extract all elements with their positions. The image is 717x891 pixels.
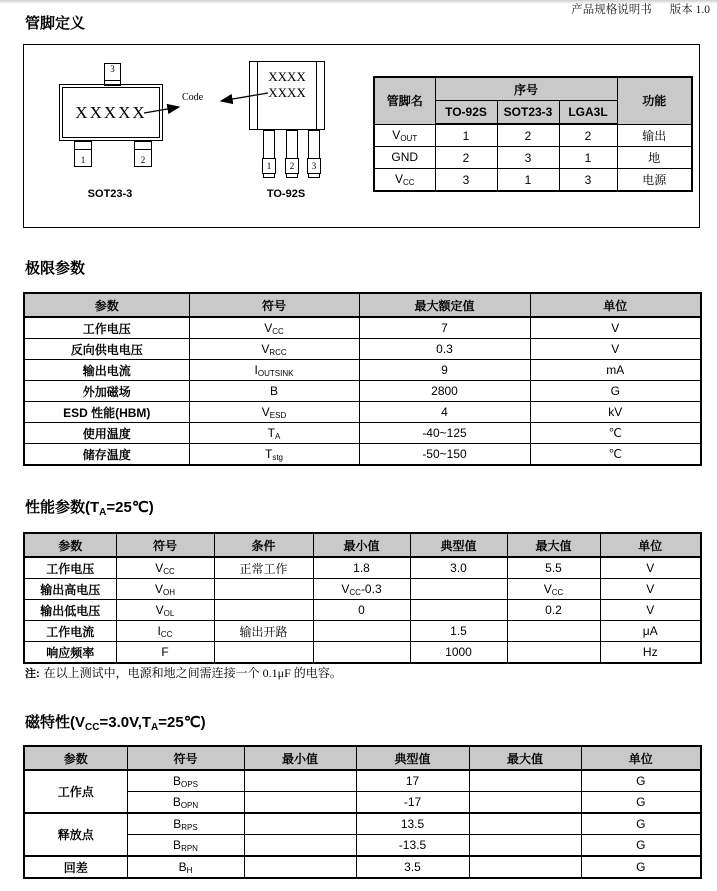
typ-cell: 13.5 [356, 813, 469, 835]
symbol-cell: $B_{RPN}$ [127, 835, 244, 857]
mag-row [24, 856, 701, 878]
pin-symbol-cell: $V_{OUT}$ [374, 124, 435, 147]
typ-cell: -13.5 [356, 835, 469, 857]
typ-cell: -17 [356, 792, 469, 814]
pin-number-cell: 1 [497, 169, 559, 192]
pin-number-cell: 2 [435, 147, 497, 169]
to92s-pin1-number: 1 [262, 158, 276, 174]
magnetic-table [23, 745, 702, 879]
param-cell: 外加磁场 [24, 381, 189, 402]
limits-row [24, 444, 701, 466]
symbol-cell: $B_{RPS}$ [127, 813, 244, 835]
max-rating-cell: -50~150 [359, 444, 530, 466]
mag-header-max: 最大值 [469, 746, 581, 770]
min-cell [313, 642, 410, 664]
param-cell: 输出低电压 [24, 600, 116, 621]
symbol-cell: $B_{OPS}$ [127, 770, 244, 792]
max-rating-cell: 2800 [359, 381, 530, 402]
mag-header-min: 最小值 [244, 746, 356, 770]
to92s-package-drawing [249, 61, 325, 130]
test-note [25, 664, 342, 681]
param-cell: 使用温度 [24, 423, 189, 444]
limits-row [24, 360, 701, 381]
unit-cell: kV [530, 402, 701, 423]
max-cell: $V_{CC}$ [507, 579, 600, 600]
max-cell [469, 835, 581, 857]
limits-header-max: 最大额定值 [359, 293, 530, 317]
limits-row [24, 339, 701, 360]
pin-table-header-function: 功能 [617, 77, 692, 124]
pin-table-header-index: 序号 [435, 77, 617, 101]
min-cell: 0 [313, 600, 410, 621]
perf-row [24, 557, 701, 579]
performance-table [23, 532, 702, 664]
unit-cell: G [581, 813, 701, 835]
param-cell: 工作电压 [24, 317, 189, 339]
max-rating-cell: -40~125 [359, 423, 530, 444]
unit-cell: V [530, 339, 701, 360]
pin-number-cell: 2 [497, 124, 559, 147]
param-cell: 输出电流 [24, 360, 189, 381]
unit-cell: μA [600, 621, 701, 642]
pin-number-cell: 3 [497, 147, 559, 169]
min-cell: 1.8 [313, 557, 410, 579]
param-cell: 响应频率 [24, 642, 116, 664]
param-cell: 储存温度 [24, 444, 189, 466]
symbol-cell: $T_A$ [189, 423, 359, 444]
pin-table-row-gnd [374, 147, 692, 169]
param-cell: 反向供电电压 [24, 339, 189, 360]
symbol-cell: $V_{OL}$ [116, 600, 214, 621]
perf-row [24, 600, 701, 621]
min-cell [313, 621, 410, 642]
limits-row [24, 402, 701, 423]
pin-assignment-table [373, 76, 693, 192]
limits-row [24, 381, 701, 402]
max-rating-cell: 4 [359, 402, 530, 423]
page-header [571, 1, 710, 17]
pin-table-header-lga3l: LGA3L [559, 101, 617, 125]
unit-cell: ℃ [530, 444, 701, 466]
mag-header-symbol: 符号 [127, 746, 244, 770]
typ-cell: 3.5 [356, 856, 469, 878]
mag-header-typ: 典型值 [356, 746, 469, 770]
min-cell [244, 770, 356, 792]
typ-cell [410, 579, 507, 600]
max-rating-cell: 9 [359, 360, 530, 381]
symbol-cell: $V_{CC}$ [189, 317, 359, 339]
perf-header-symbol: 符号 [116, 533, 214, 557]
symbol-cell: $V_{RCC}$ [189, 339, 359, 360]
limits-header-param: 参数 [24, 293, 189, 317]
doc-version: 版本 1.0 [669, 4, 710, 16]
min-cell [244, 813, 356, 835]
min-cell [244, 835, 356, 857]
unit-cell: G [581, 856, 701, 878]
limits-table [23, 292, 702, 466]
unit-cell: G [581, 835, 701, 857]
symbol-cell: $V_{CC}$ [116, 557, 214, 579]
typ-cell [410, 600, 507, 621]
to92s-right-chamfer-line [316, 62, 317, 129]
pin-table-header-sot23: SOT23-3 [497, 101, 559, 125]
symbol-cell: $V_{OH}$ [116, 579, 214, 600]
limits-row [24, 423, 701, 444]
pin-table-header-to92s: TO-92S [435, 101, 497, 125]
unit-cell: V [600, 579, 701, 600]
max-rating-cell: 7 [359, 317, 530, 339]
pin-table-header-pin-name: 管脚名 [374, 77, 435, 124]
min-cell [244, 792, 356, 814]
section-title-magnetic: 磁特性$(V_{CC}=3.0V,T_A=25℃)$ [25, 714, 206, 733]
to92s-pin2-number: 2 [285, 158, 299, 174]
condition-cell [214, 600, 313, 621]
condition-cell: 正常工作 [214, 557, 313, 579]
symbol-cell: B [189, 381, 359, 402]
typ-cell: 1000 [410, 642, 507, 664]
section-title-limits: 极限参数 [25, 260, 86, 277]
doc-title: 产品规格说明书 [571, 4, 652, 16]
pin-symbol-cell: GND [374, 147, 435, 169]
to92s-marking-text [258, 69, 316, 101]
sot23-pin3-number: 3 [110, 64, 115, 74]
param-cell: 工作电压 [24, 557, 116, 579]
section-title-pin-definition: 管脚定义 [25, 15, 86, 32]
symbol-cell: F [116, 642, 214, 664]
section-title-performance: 性能参数$(T_A=25℃)$ [25, 499, 154, 518]
unit-cell: mA [530, 360, 701, 381]
pin-table-row-vcc [374, 169, 692, 192]
symbol-cell: $V_{ESD}$ [189, 402, 359, 423]
to92s-pin3-number: 3 [307, 158, 321, 174]
param-cell: ESD 性能(HBM) [24, 402, 189, 423]
code-marking-label: Code [182, 92, 204, 103]
perf-header-max: 最大值 [507, 533, 600, 557]
perf-row [24, 642, 701, 664]
note-label: 注: [25, 668, 40, 680]
perf-header-min: 最小值 [313, 533, 410, 557]
sot23-package-label: SOT23-3 [87, 188, 133, 200]
condition-cell [214, 642, 313, 664]
to92s-package-label: TO-92S [266, 188, 306, 200]
max-cell [469, 770, 581, 792]
pin-number-cell: 1 [435, 124, 497, 147]
param-cell: 工作电流 [24, 621, 116, 642]
max-cell [507, 642, 600, 664]
param-cell: 输出高电压 [24, 579, 116, 600]
unit-cell: ℃ [530, 423, 701, 444]
max-cell [469, 792, 581, 814]
condition-cell: 输出开路 [214, 621, 313, 642]
unit-cell: V [600, 600, 701, 621]
perf-header-param: 参数 [24, 533, 116, 557]
mag-header-param: 参数 [24, 746, 127, 770]
max-cell: 5.5 [507, 557, 600, 579]
perf-header-typ: 典型值 [410, 533, 507, 557]
to92s-marking-line2: XXXX [268, 85, 306, 100]
pin-number-cell: 3 [435, 169, 497, 192]
symbol-cell: $B_{OPN}$ [127, 792, 244, 814]
unit-cell: Hz [600, 642, 701, 664]
pin-table-row-vout [374, 124, 692, 147]
perf-row [24, 621, 701, 642]
mag-row [24, 770, 701, 792]
symbol-cell: $T_{stg}$ [189, 444, 359, 466]
pin-function-cell: 输出 [617, 124, 692, 147]
unit-cell: G [530, 381, 701, 402]
limits-row [24, 317, 701, 339]
sot23-pin2-number: 2 [140, 155, 146, 165]
mag-row [24, 813, 701, 835]
max-cell [469, 813, 581, 835]
max-rating-cell: 0.3 [359, 339, 530, 360]
limits-header-symbol: 符号 [189, 293, 359, 317]
typ-cell: 3.0 [410, 557, 507, 579]
perf-header-condition: 条件 [214, 533, 313, 557]
to92s-marking-line1: XXXX [268, 69, 306, 84]
unit-cell: V [530, 317, 701, 339]
perf-row [24, 579, 701, 600]
perf-header-unit: 单位 [600, 533, 701, 557]
condition-cell [214, 579, 313, 600]
min-cell [244, 856, 356, 878]
param-cell: 工作点 [24, 770, 127, 813]
unit-cell: G [581, 792, 701, 814]
max-cell [507, 621, 600, 642]
symbol-cell: $I_{CC}$ [116, 621, 214, 642]
typ-cell: 17 [356, 770, 469, 792]
sot23-marking-text: XXXXX [75, 102, 147, 122]
pin-number-cell: 3 [559, 169, 617, 192]
pin-number-cell: 1 [559, 147, 617, 169]
typ-cell: 1.5 [410, 621, 507, 642]
limits-header-unit: 单位 [530, 293, 701, 317]
pin-symbol-cell: $V_{CC}$ [374, 169, 435, 192]
pin-definition-figure [23, 44, 700, 228]
unit-cell: G [581, 770, 701, 792]
mag-header-unit: 单位 [581, 746, 701, 770]
pin-function-cell: 地 [617, 147, 692, 169]
symbol-cell: $B_H$ [127, 856, 244, 878]
note-text: 在以上测试中，电源和地之间需连接一个 0.1μF 的电容。 [43, 666, 342, 680]
min-cell: $V_{CC}-0.3$ [313, 579, 410, 600]
param-cell: 释放点 [24, 813, 127, 856]
param-cell: 回差 [24, 856, 127, 878]
pin-number-cell: 2 [559, 124, 617, 147]
pin-function-cell: 电源 [617, 169, 692, 192]
max-cell: 0.2 [507, 600, 600, 621]
symbol-cell: $I_{OUTSINK}$ [189, 360, 359, 381]
max-cell [469, 856, 581, 878]
unit-cell: V [600, 557, 701, 579]
sot23-pin1-number: 1 [80, 155, 86, 165]
